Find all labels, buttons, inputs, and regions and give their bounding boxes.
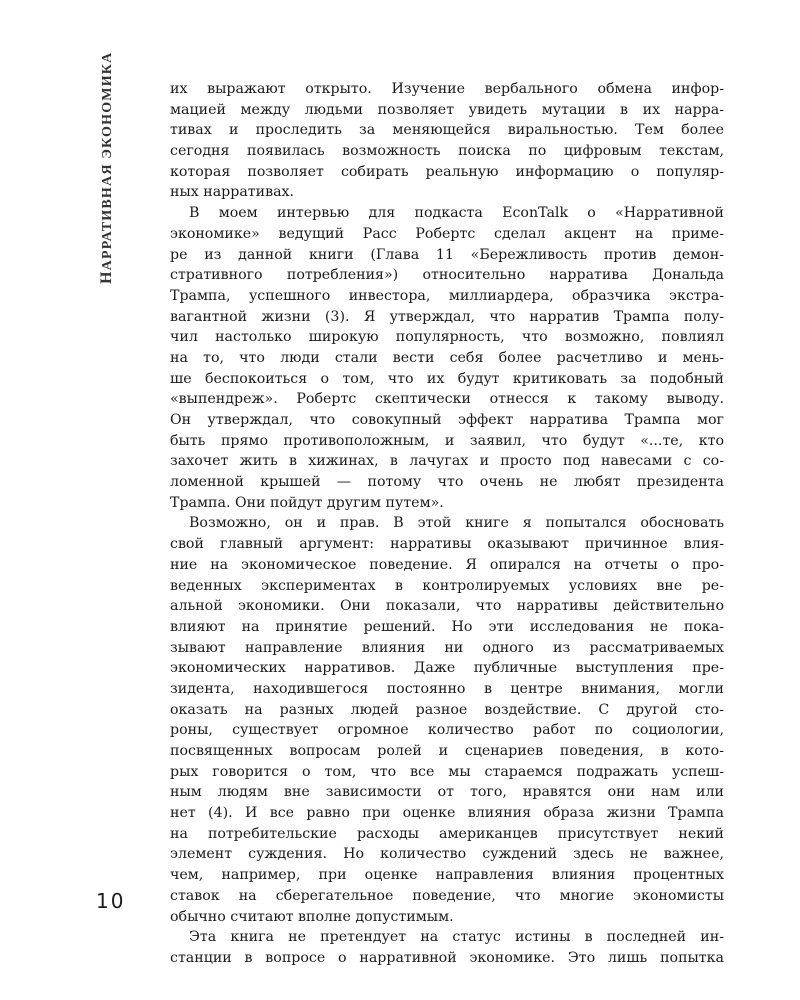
text-line: стративного потребления») относительно нарратива Дональда (170, 267, 724, 284)
text-line: ломенной крышей — потому что очень не любят президента (170, 474, 724, 491)
paragraph (170, 203, 724, 513)
running-head-initial: Н (98, 270, 115, 284)
text-line: элемент суждения. Но количество суждений здесь не важнее, (170, 846, 724, 863)
text-line: свой главный аргумент: нарративы оказывают причинное влия- (170, 536, 724, 553)
text-line: Он утверждал, что совокупный эффект нарратива Трампа мог (170, 412, 724, 428)
text-line: захочет жить в хижинах, в лачугах и просто под навесами с со- (170, 453, 724, 470)
text-line: чем, например, при оценке направления влияния процентных (170, 867, 724, 884)
text-line: альной экономики. Они показали, что нарративы действительно (170, 598, 724, 615)
text-line: ние на экономическое поведение. Я опирался на отчеты о про- (170, 556, 724, 573)
text-line: ставок на сберегательное поведение, что многие экономисты (170, 887, 724, 904)
text-line: вагантной жизни (3). Я утверждал, что нарратив Трампа полу- (170, 308, 724, 325)
text-line: экономических нарративов. Даже публичные выступления пре- (170, 660, 724, 677)
text-line: ре из данной книги (Глава 11 «Бережливость против демон- (170, 246, 724, 263)
text-line: на потребительские расходы американцев присутствует некий (170, 825, 724, 842)
body-text (170, 79, 724, 969)
text-line: Трампа, успешного инвестора, миллиардера, образчика экстра- (170, 287, 724, 304)
text-line: Трампа. Они пойдут другим путем». (170, 494, 444, 511)
text-line: влияют на принятие решений. Но эти исследования не пока- (170, 618, 724, 635)
text-line: ным людям вне зависимости от того, нравятся они нам или (170, 784, 724, 801)
text-line: быть прямо противоположным, и заявил, что будут «...те, кто (170, 432, 724, 449)
text-line: зидента, находившегося постоянно в центре внимания, могли (170, 680, 724, 697)
text-line: Возможно, он и прав. В этой книге я попытался обосновать (189, 515, 724, 532)
running-head (93, 51, 121, 284)
text-line: тивах и проследить за меняющейся виральностью. Тем более (170, 122, 724, 139)
text-line: оказать на разных людей разное воздействие. С другой сто- (170, 701, 724, 718)
paragraph (170, 79, 724, 203)
text-line: на то, что люди стали вести себя более расчетливо и мень- (170, 349, 724, 366)
text-line: сегодня появилась возможность поиска по цифровым текстам, (170, 143, 724, 160)
text-line: обычно считают вполне допустимым. (170, 908, 454, 925)
text-line: Эта книга не претендует на статус истины в последней ин- (189, 929, 724, 946)
text-line: нет (4). И все равно при оценке влияния образа жизни Трампа (170, 805, 724, 822)
text-line: ных нарративах. (170, 184, 295, 201)
text-line: которая позволяет собирать реальную информацию о популяр- (170, 163, 724, 180)
text-line: роны, существует огромное количество работ по социологии, (170, 722, 724, 739)
running-head-rest: АРРАТИВНАЯ ЭКОНОМИКА (100, 51, 115, 271)
text-line: рых говорится о том, что все мы стараемся подражать успеш- (170, 763, 724, 780)
text-line: мацией между людьми позволяет увидеть мутации в их нарра- (170, 101, 724, 118)
text-line: В моем интервью для подкаста EconTalk о «Нарративной (189, 205, 724, 222)
paragraph (170, 513, 724, 927)
text-line: их выражают открыто. Изучение вербального обмена инфор- (170, 81, 724, 97)
text-line: зывают направление влияния ни одного из рассматриваемых (170, 639, 724, 656)
text-line: станции в вопросе о нарративной экономике. Это лишь попытка (170, 949, 724, 966)
paragraph (170, 927, 724, 968)
text-line: посвященных вопросам ролей и сценариев поведения, в кото- (170, 743, 724, 759)
text-line: экономике» ведущий Расс Робертс сделал акцент на приме- (170, 225, 724, 242)
text-line: веденных экспериментах в контролируемых условиях вне ре- (170, 577, 724, 594)
text-line: ше беспокоиться о том, что их будут критиковать за подобный (170, 370, 724, 387)
text-line: «выпендреж». Робертс скептически отнесся к такому выводу. (170, 391, 724, 408)
page-number: 10 (96, 889, 126, 913)
text-line: чил настолько широкую популярность, что возможно, повлиял (170, 329, 724, 346)
